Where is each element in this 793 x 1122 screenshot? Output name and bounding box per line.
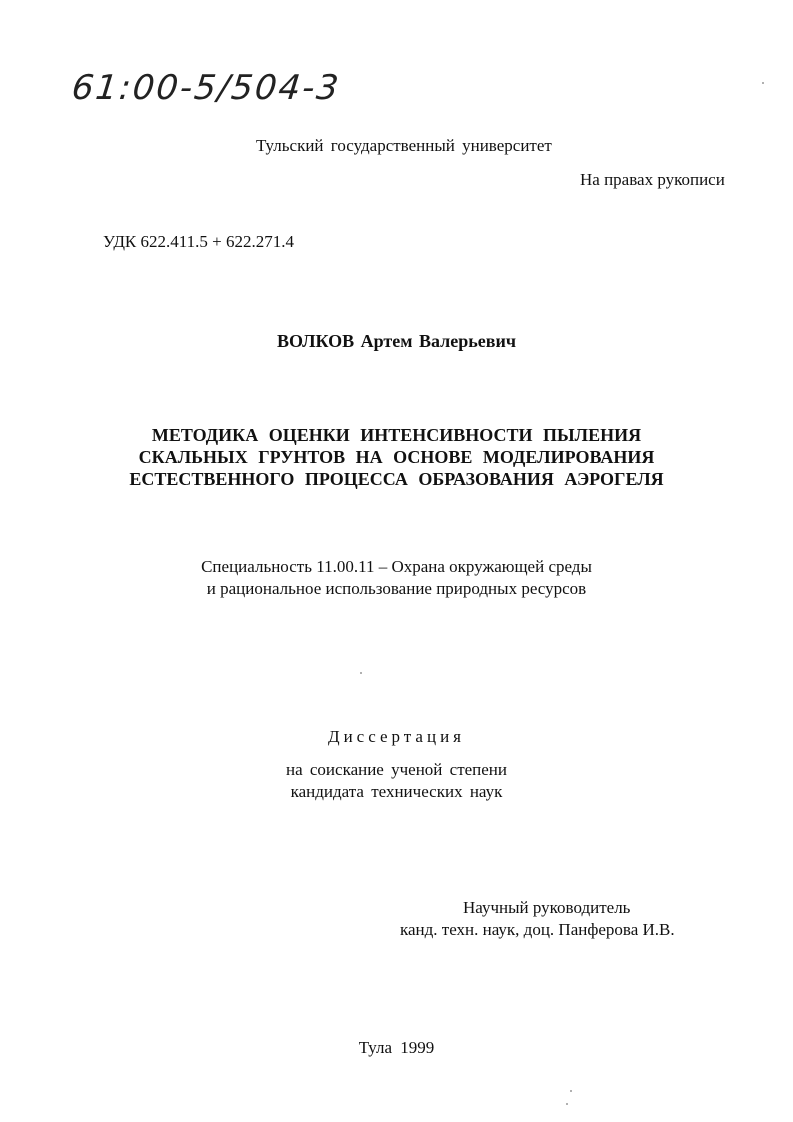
specialty-line: Специальность 11.00.11 – Охрана окружающей среды xyxy=(201,557,592,576)
scan-speck xyxy=(570,1090,572,1092)
udk-code: УДК 622.411.5 + 622.271.4 xyxy=(103,232,294,251)
author-name: ВОЛКОВ Артем Валерьевич xyxy=(276,331,516,351)
specialty-block xyxy=(0,556,793,600)
dissertation-title xyxy=(0,424,793,490)
specialty-line: и рациональное использование природных ресурсов xyxy=(206,579,587,598)
supervisor-block xyxy=(400,897,675,941)
document-type: Диссертация xyxy=(327,727,465,746)
handwritten-archive-mark: 61:00-5/504-3 xyxy=(69,68,343,108)
place-and-year: Тула 1999 xyxy=(358,1038,435,1057)
scan-speck xyxy=(566,1103,568,1105)
university-name: Тульский государственный университет xyxy=(256,136,552,155)
title-line: СКАЛЬНЫХ ГРУНТОВ НА ОСНОВЕ МОДЕЛИРОВАНИЯ xyxy=(138,447,655,467)
supervisor-name: канд. техн. наук, доц. Панферова И.В. xyxy=(400,920,675,939)
title-line: МЕТОДИКА ОЦЕНКИ ИНТЕНСИВНОСТИ ПЫЛЕНИЯ xyxy=(151,425,642,445)
degree-block xyxy=(0,759,793,803)
supervisor-label: Научный руководитель xyxy=(463,898,631,917)
manuscript-rights-note: На правах рукописи xyxy=(580,170,725,189)
scan-speck xyxy=(360,672,362,674)
degree-line: на соискание ученой степени xyxy=(285,760,508,779)
scan-speck xyxy=(762,82,764,84)
degree-line: кандидата технических наук xyxy=(290,782,503,801)
title-line: ЕСТЕСТВЕННОГО ПРОЦЕССА ОБРАЗОВАНИЯ АЭРОГЕЛЯ xyxy=(129,469,664,489)
